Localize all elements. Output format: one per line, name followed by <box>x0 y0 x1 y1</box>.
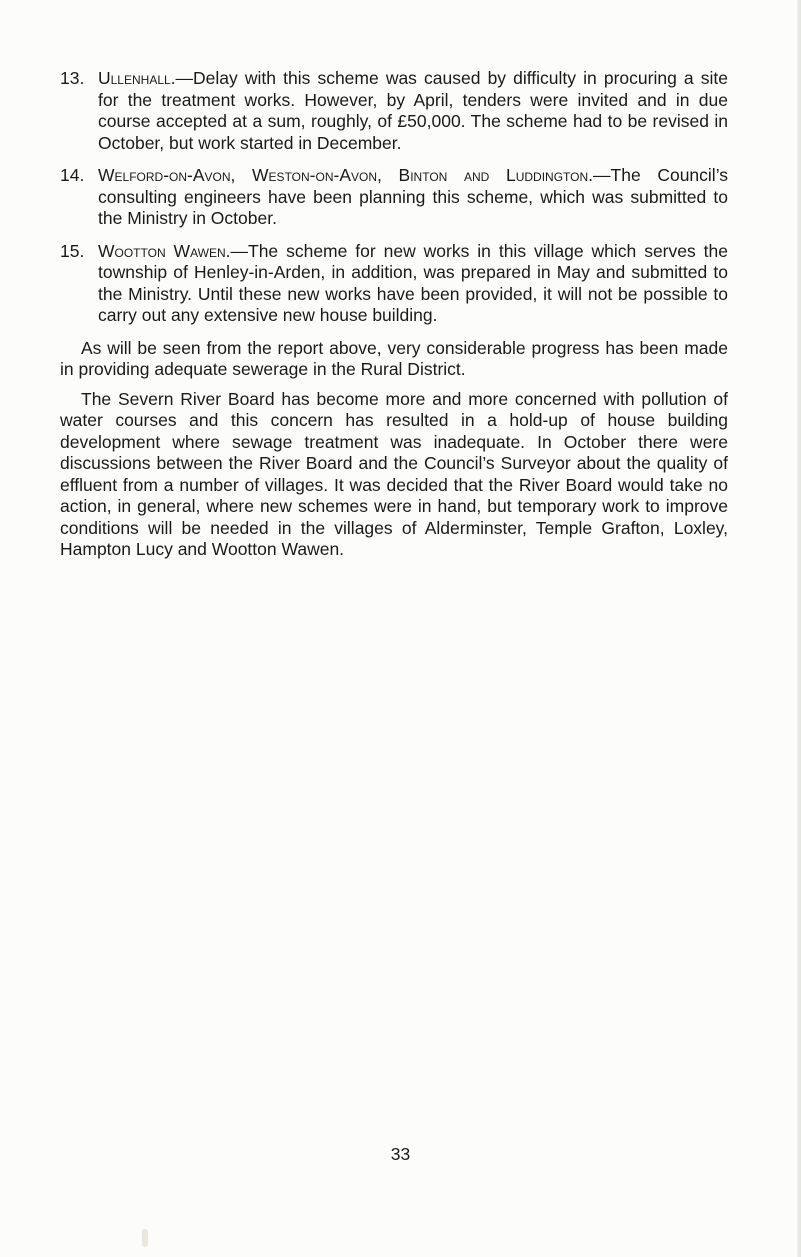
list-item-14 <box>60 165 728 230</box>
item-text: —The scheme for new works in this village which serves the township of Henley-in-Arden, in addition, was prepared in May and submitted to the Ministry. Until these new works have been provided, it will not be possible to carry out any extensive new house building. <box>98 240 728 325</box>
item-number: 13. <box>60 68 85 88</box>
river-board-paragraph: The Severn River Board has become more and more concerned with pollution of water courses and this concern has resulted in a hold-up of house building development where sewage treatment was inadequate. In October there were discussions between the River Board and the Council’s Surveyor about the quality of effluent from a number of villages. It was decided that the River Board would take no action, in general, where new schemes were in hand, but temporary work to improve conditions will be needed in the villages of Alderminster, Temple Grafton, Loxley, Hampton Lucy and Wootton Wawen. <box>60 388 728 559</box>
item-text: —Delay with this scheme was caused by difficulty in procuring a site for the treatment works. However, by April, tenders were invited and in due course accepted at a sum, roughly, of £50,000. The scheme had to be revised in October, but work started in December. <box>98 68 728 153</box>
list-item-15 <box>60 241 728 327</box>
document-body <box>60 68 728 569</box>
item-heading: Welford-on-Avon, Weston-on-Avon, Binton and Luddington. <box>98 165 594 185</box>
item-body <box>98 241 728 327</box>
item-heading: Ullenhall. <box>98 68 176 88</box>
page-edge-shadow <box>797 0 801 1257</box>
page-number: 33 <box>390 1144 411 1164</box>
item-body <box>98 165 728 230</box>
list-item-13 <box>60 68 728 154</box>
item-heading: Wootton Wawen. <box>98 240 231 261</box>
item-number: 15. <box>60 240 85 261</box>
summary-paragraph: As will be seen from the report above, very considerable progress has been made in providing adequate sewerage in the Rural District. <box>60 337 728 379</box>
paper-speck <box>142 1229 148 1247</box>
item-number: 14. <box>60 165 85 185</box>
item-body <box>98 68 728 154</box>
item-text: —The Council’s consulting engineers have been planning this scheme, which was submitted to the Ministry in October. <box>98 165 729 228</box>
